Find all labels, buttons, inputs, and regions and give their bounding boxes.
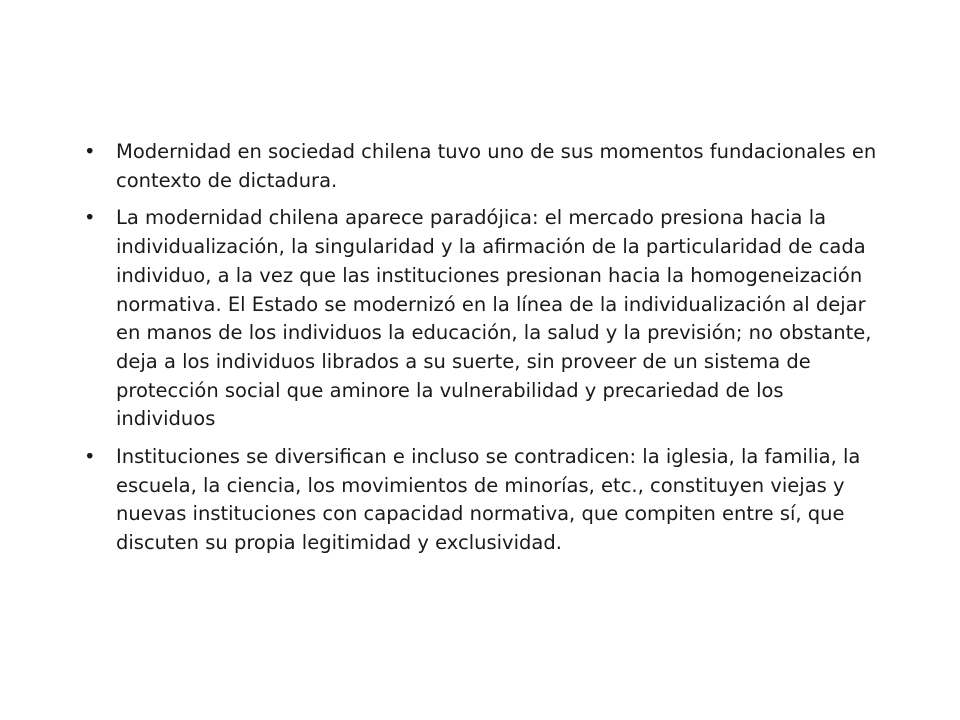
bullet-item-3	[84, 443, 884, 558]
bullet-text: Modernidad en sociedad chilena tuvo uno de sus momentos fundacionales en contexto de dictadura.	[116, 140, 877, 192]
bullet-dot-icon: •	[84, 140, 96, 163]
bullet-item-2	[84, 204, 884, 434]
bullet-dot-icon: •	[84, 206, 96, 230]
bullet-item-1	[84, 138, 884, 195]
bullet-text: Instituciones se diversifican e incluso se contradicen: la iglesia, la familia, la escuela, la ciencia, los movimientos de minorías, etc., constituyen viejas y nuevas instituciones con capacidad normativa, que compiten entre sí, que discuten su propia legitimidad y exclusividad.	[116, 445, 861, 555]
bullet-text: La modernidad chilena aparece paradójica: el mercado presiona hacia la individualización, la singularidad y la afirmación de la particularidad de cada individuo, a la vez que las instituciones presionan hacia la homogeneización normativa. El Estado se modernizó en la línea de la individualización al dejar en manos de los individuos la educación, la salud y la previsión; no obstante, deja a los individuos librados a su suerte, sin proveer de un sistema de protección social que aminore la vulnerabilidad y precariedad de los individuos	[116, 206, 872, 431]
bullet-dot-icon: •	[84, 445, 96, 469]
bullet-list	[84, 138, 884, 567]
